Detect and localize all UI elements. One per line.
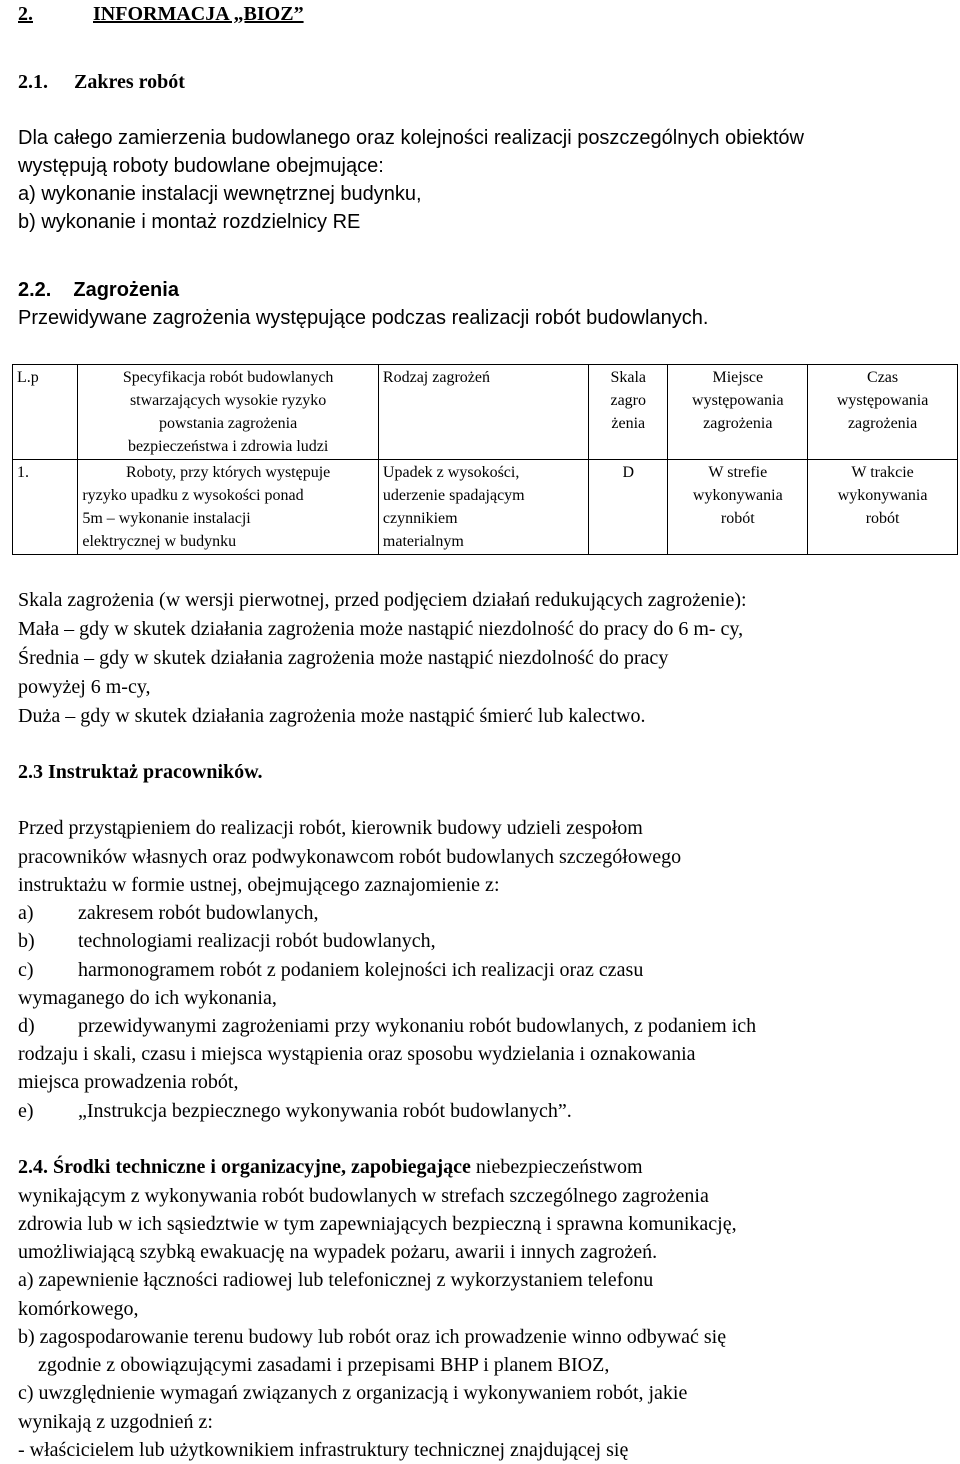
section-2-4-heading: 2.4. Środki techniczne i organizacyjne, zapobiegające niebezpieczeństwom bbox=[18, 1156, 643, 1178]
list-item: d) bbox=[18, 1015, 35, 1037]
header-skala: Skala zagro żenia bbox=[589, 365, 668, 460]
s24-line: zgodnie z obowiązującymi zasadami i przepisami BHP i planem BIOZ, bbox=[38, 1354, 610, 1376]
list-item-text: „Instrukcja bezpiecznego wykonywania robót budowlanych”. bbox=[78, 1100, 572, 1122]
intro-line: występują roboty budowlane obejmujące: bbox=[18, 155, 384, 177]
section-2-2-heading bbox=[18, 278, 179, 302]
list-item-text: przewidywanymi zagrożeniami przy wykonaniu robót budowlanych, z podaniem ich bbox=[78, 1015, 757, 1037]
table-row bbox=[13, 460, 958, 555]
section-2-2-number: 2.2. bbox=[18, 279, 52, 301]
cell-rodzaj: Upadek z wysokości, uderzenie spadającym czynnikiem materialnym bbox=[378, 460, 588, 555]
section-2-1-heading bbox=[18, 70, 185, 94]
s24-line: zdrowia lub w ich sąsiedztwie w tym zapewniających bezpieczną i sprawna komunikację, bbox=[18, 1213, 737, 1235]
s24-line: a) zapewnienie łączności radiowej lub telefonicznej z wykorzystaniem telefonu bbox=[18, 1269, 654, 1291]
scale-line: Mała – gdy w skutek działania zagrożenia może nastąpić niezdolność do pracy do 6 m- cy, bbox=[18, 618, 744, 640]
list-item: e) bbox=[18, 1100, 34, 1122]
list-item-cont: miejsca prowadzenia robót, bbox=[18, 1071, 239, 1093]
section-2-2-subtitle: Przewidywane zagrożenia występujące podczas realizacji robót budowlanych. bbox=[18, 307, 709, 329]
section-2-title: INFORMACJA „BIOZ” bbox=[93, 3, 304, 25]
cell-czas: W trakcie wykonywania robót bbox=[808, 460, 958, 555]
s24-line: - właścicielem lub użytkownikiem infrastruktury technicznej znajdującej się bbox=[18, 1439, 629, 1461]
list-item-cont: rodzaju i skali, czasu i miejsca wystąpienia oraz sposobu wydzielania i oznakowania bbox=[18, 1043, 696, 1065]
section-2-heading bbox=[18, 2, 304, 26]
header-rodzaj: Rodzaj zagrożeń bbox=[378, 365, 588, 460]
scale-line: powyżej 6 m-cy, bbox=[18, 676, 151, 698]
section-2-1-title: Zakres robót bbox=[74, 71, 185, 93]
cell-miejsce: W strefie wykonywania robót bbox=[668, 460, 808, 555]
cell-spec: Roboty, przy których występuje ryzyko upadku z wysokości ponad 5m – wykonanie instalacji elektrycznej w budynku bbox=[78, 460, 379, 555]
section-2-1-number: 2.1. bbox=[18, 71, 48, 93]
list-item: b) bbox=[18, 930, 35, 952]
s24-line: wynikają z uzgodnień z: bbox=[18, 1411, 213, 1433]
instr-line: pracowników własnych oraz podwykonawcom robót budowlanych szczegółowego bbox=[18, 846, 682, 868]
header-lp: L.p bbox=[13, 365, 78, 460]
section-2-number: 2. bbox=[18, 3, 33, 25]
s24-line: komórkowego, bbox=[18, 1298, 139, 1320]
s24-line: c) uwzględnienie wymagań związanych z organizacją i wykonywaniem robót, jakie bbox=[18, 1382, 688, 1404]
cell-lp: 1. bbox=[13, 460, 78, 555]
list-item-text: technologiami realizacji robót budowlanych, bbox=[78, 930, 436, 952]
intro-line: b) wykonanie i montaż rozdzielnicy RE bbox=[18, 211, 361, 233]
instr-line: Przed przystąpieniem do realizacji robót, kierownik budowy udzieli zespołom bbox=[18, 817, 643, 839]
intro-line: Dla całego zamierzenia budowlanego oraz kolejności realizacji poszczególnych obiektów bbox=[18, 127, 804, 149]
section-2-2-title: Zagrożenia bbox=[73, 279, 179, 301]
header-czas: Czas występowania zagrożenia bbox=[808, 365, 958, 460]
s24-line: b) zagospodarowanie terenu budowy lub robót oraz ich prowadzenie winno odbywać się bbox=[18, 1326, 727, 1348]
table-header-row bbox=[13, 365, 958, 460]
section-2-4-title: 2.4. Środki techniczne i organizacyjne, zapobiegające bbox=[18, 1156, 471, 1178]
list-item-text: harmonogramem robót z podaniem kolejności ich realizacji oraz czasu bbox=[78, 959, 644, 981]
hazards-table bbox=[12, 364, 958, 555]
list-item-cont: wymaganego do ich wykonania, bbox=[18, 987, 277, 1009]
header-spec: Specyfikacja robót budowlanych stwarzających wysokie ryzyko powstania zagrożenia bezpieczeństwa i zdrowia ludzi bbox=[78, 365, 379, 460]
scale-line: Średnia – gdy w skutek działania zagrożenia może nastąpić niezdolność do pracy bbox=[18, 647, 669, 669]
cell-skala: D bbox=[589, 460, 668, 555]
header-miejsce: Miejsce występowania zagrożenia bbox=[668, 365, 808, 460]
section-2-3-heading: 2.3 Instruktaż pracowników. bbox=[18, 761, 263, 783]
instr-line: instruktażu w formie ustnej, obejmującego zaznajomienie z: bbox=[18, 874, 500, 896]
scale-line: Skala zagrożenia (w wersji pierwotnej, przed podjęciem działań redukujących zagrożenie): bbox=[18, 589, 747, 611]
intro-line: a) wykonanie instalacji wewnętrznej budynku, bbox=[18, 183, 422, 205]
list-item: a) bbox=[18, 902, 34, 924]
list-item: c) bbox=[18, 959, 34, 981]
list-item-text: zakresem robót budowlanych, bbox=[78, 902, 319, 924]
scale-line: Duża – gdy w skutek działania zagrożenia może nastąpić śmierć lub kalectwo. bbox=[18, 705, 646, 727]
s24-line: umożliwiającą szybką ewakuację na wypadek pożaru, awarii i innych zagrożeń. bbox=[18, 1241, 658, 1263]
s24-line: wynikającym z wykonywania robót budowlanych w strefach szczególnego zagrożenia bbox=[18, 1185, 709, 1207]
